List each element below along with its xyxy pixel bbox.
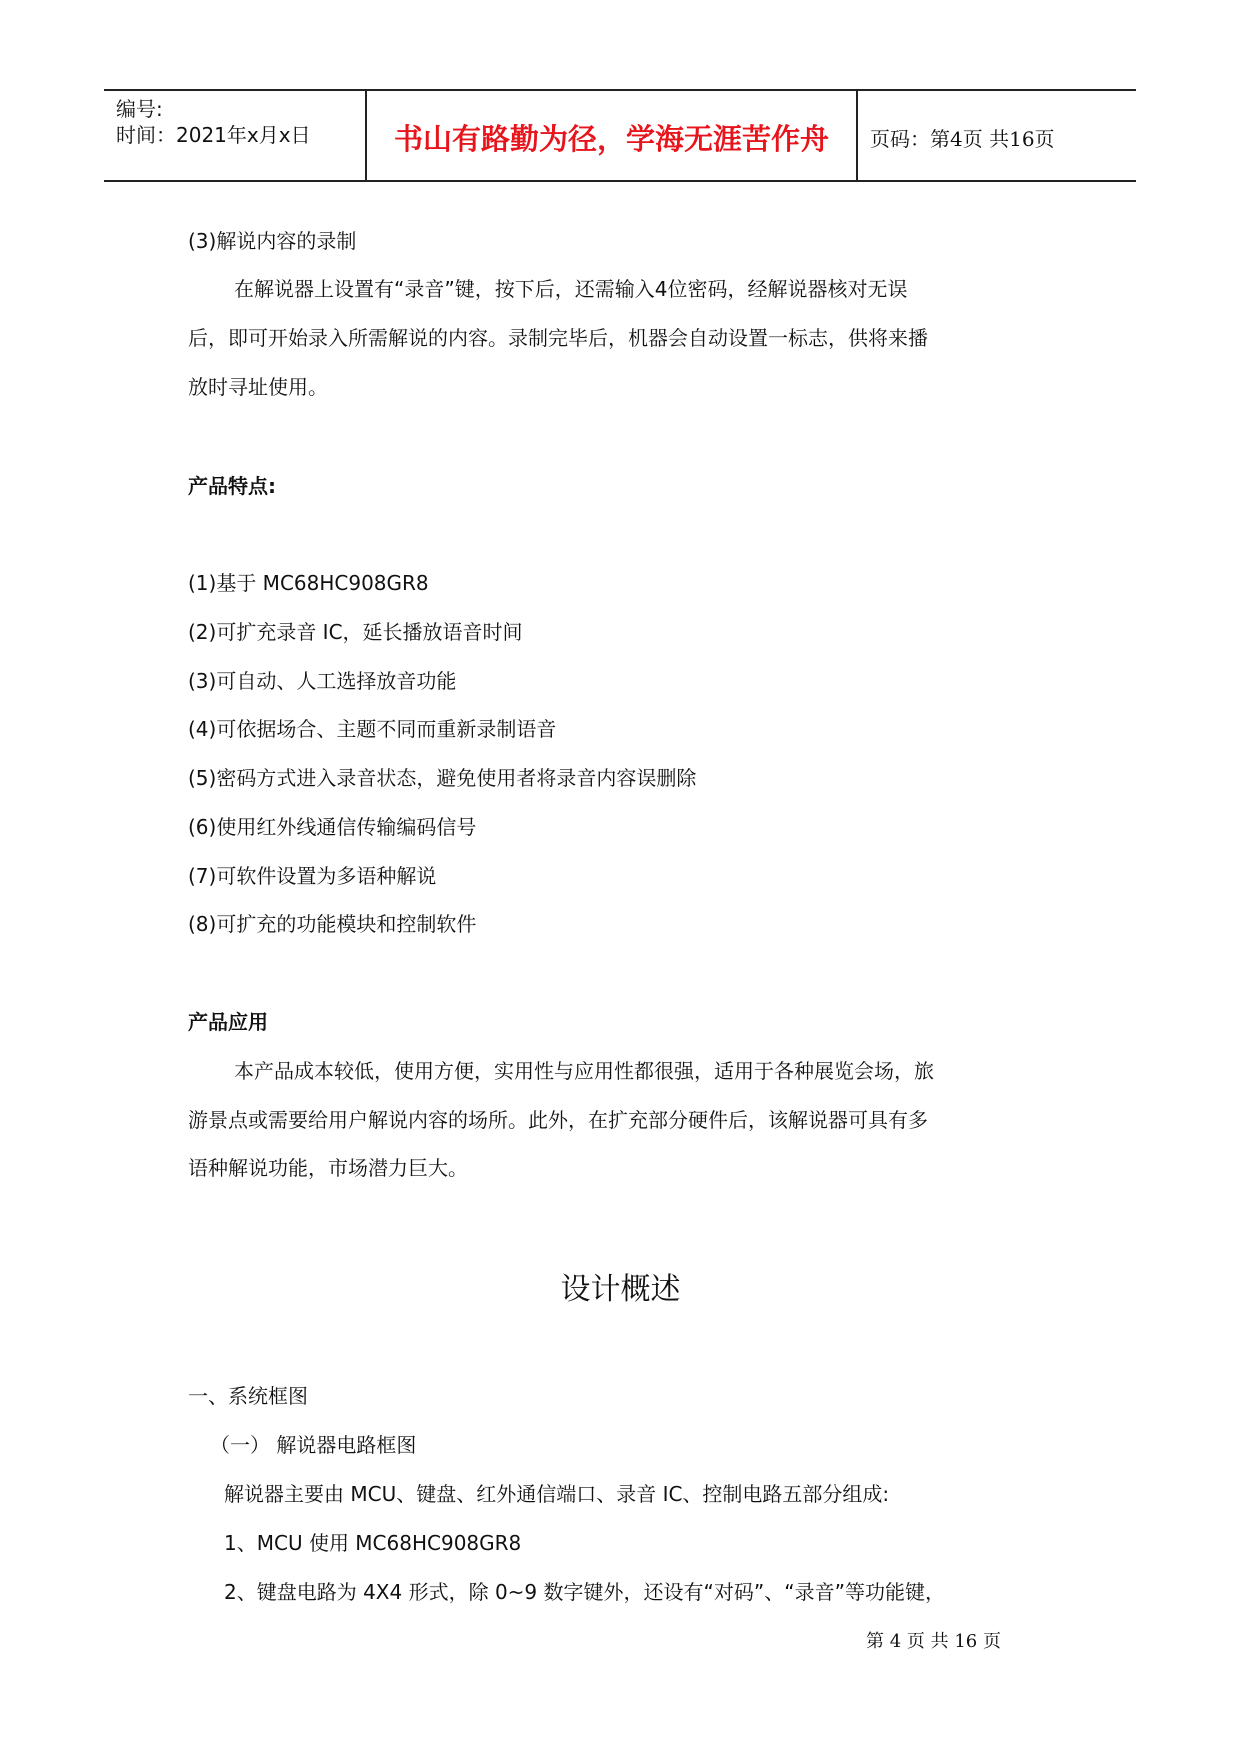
feature-item: (3)可自动、人工选择放音功能	[188, 669, 457, 693]
application-heading: 产品应用	[188, 1010, 268, 1034]
feature-item: (4)可依据场合、主题不同而重新录制语音	[188, 717, 557, 741]
serial-label: 编号:	[116, 97, 163, 121]
motto: 书山有路勤为径，学海无涯苦作舟	[393, 122, 829, 156]
feature-item: (8)可扩充的功能模块和控制软件	[188, 912, 477, 936]
page-header	[104, 89, 1136, 182]
section3-line-2: 后，即可开始录入所需解说的内容。录制完毕后，机器会自动设置一标志，供将来播	[188, 326, 928, 350]
page-label: 页码：第	[870, 127, 950, 151]
design-intro: 解说器主要由 MCU、键盘、红外通信端口、录音 IC、控制电路五部分组成:	[224, 1482, 890, 1506]
application-line-3: 语种解说功能，市场潜力巨大。	[188, 1156, 468, 1180]
feature-item: (2)可扩充录音 IC，延长播放语音时间	[188, 620, 523, 644]
feature-item: (7)可软件设置为多语种解说	[188, 864, 437, 888]
page-total: 16	[1009, 127, 1035, 151]
page-mid: 页 共	[962, 127, 1010, 151]
header-page-cell	[858, 91, 1136, 180]
feature-item: (5)密码方式进入录音状态，避免使用者将录音内容误删除	[188, 766, 697, 790]
page-code	[870, 123, 1055, 152]
design-title: 设计概述	[560, 1272, 681, 1307]
design-item-1: 1、MCU 使用 MC68HC908GR8	[224, 1531, 522, 1555]
feature-item: (1)基于 MC68HC908GR8	[188, 571, 429, 595]
time-line: 时间：2021年x月x日	[116, 123, 311, 147]
header-motto-cell	[367, 91, 858, 180]
section3-line-1: 在解说器上设置有“录音”键，按下后，还需输入4位密码，经解说器核对无误	[234, 277, 908, 301]
page-end: 页	[1034, 127, 1055, 151]
features-heading: 产品特点:	[188, 474, 276, 498]
application-line-1: 本产品成本较低，使用方便，实用性与应用性都很强，适用于各种展览会场，旅	[234, 1059, 934, 1083]
section3-heading: (3)解说内容的录制	[188, 229, 357, 253]
feature-item: (6)使用红外线通信传输编码信号	[188, 815, 477, 839]
header-info-cell	[104, 91, 367, 180]
circuit-subheading: （一） 解说器电路框图	[210, 1433, 417, 1457]
page-current: 4	[950, 127, 963, 151]
design-item-2: 2、键盘电路为 4X4 形式，除 0~9 数字键外，还设有“对码”、“录音”等功能键，	[224, 1580, 945, 1604]
section3-line-3: 放时寻址使用。	[188, 375, 328, 399]
page-footer: 第 4 页 共 16 页	[866, 1631, 1001, 1652]
system-heading: 一、系统框图	[188, 1384, 308, 1408]
application-line-2: 游景点或需要给用户解说内容的场所。此外，在扩充部分硬件后，该解说器可具有多	[188, 1108, 928, 1132]
